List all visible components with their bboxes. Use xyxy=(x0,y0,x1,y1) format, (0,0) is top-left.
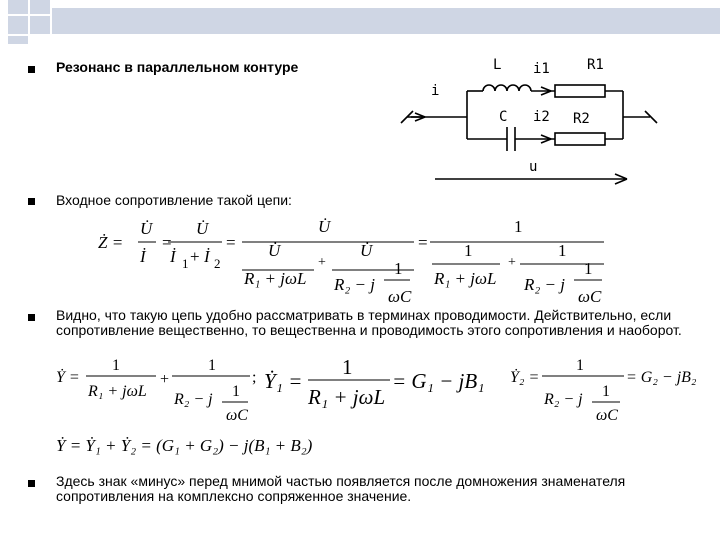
svg-text:R₂ − j: R₂ − j xyxy=(544,391,583,408)
bullet-text-2: Входное сопротивление такой цепи: xyxy=(56,192,292,208)
svg-text:Ẏ₂ =: Ẏ₂ = xyxy=(510,369,540,386)
svg-text:= G₂ − jB₂: = G₂ − jB₂ xyxy=(626,369,697,386)
svg-text:1: 1 xyxy=(182,256,189,271)
label-R1: R1 xyxy=(587,57,604,73)
svg-text:+: + xyxy=(318,255,326,270)
svg-text:+: + xyxy=(160,371,170,388)
svg-text:=: = xyxy=(418,233,428,252)
svg-text:1: 1 xyxy=(584,259,593,278)
svg-text:1: 1 xyxy=(394,259,403,278)
total-admittance-equation: Ẏ = Ẏ₁ + Ẏ₂ = (G₁ + G₂) − j(B₁ + B₂) xyxy=(56,436,313,455)
svg-text:2: 2 xyxy=(214,256,221,271)
svg-text:Ẏ =: Ẏ = xyxy=(56,369,80,386)
square-bullet-icon xyxy=(28,198,35,205)
label-L: L xyxy=(493,57,502,73)
svg-text:R₁ + jωL: R₁ + jωL xyxy=(434,269,497,288)
bullet-text-1: Резонанс в параллельном контуре xyxy=(56,59,299,75)
svg-text:Ż =: Ż = xyxy=(98,233,124,252)
svg-text:1: 1 xyxy=(112,357,120,374)
svg-text:1: 1 xyxy=(558,241,567,260)
decor-square-2 xyxy=(30,0,50,14)
decor-square-3 xyxy=(8,16,28,34)
svg-text:1: 1 xyxy=(514,217,523,236)
label-C: C xyxy=(499,109,508,125)
svg-text:İ: İ xyxy=(204,247,210,266)
parallel-circuit-diagram xyxy=(395,55,675,195)
svg-text:1: 1 xyxy=(576,357,584,374)
svg-text:R₂ − j: R₂ − j xyxy=(174,391,213,408)
square-bullet-icon xyxy=(28,480,35,487)
svg-text:R₁ + jωL: R₁ + jωL xyxy=(244,269,307,288)
svg-text:İ: İ xyxy=(140,247,146,266)
svg-text:ωC: ωC xyxy=(388,287,412,304)
svg-text:R₁ + jωL: R₁ + jωL xyxy=(88,383,147,400)
svg-text:U̇: U̇ xyxy=(268,241,281,260)
svg-text:1: 1 xyxy=(602,383,610,400)
decor-square-1 xyxy=(8,0,28,14)
svg-text:= G₁ − jB₁: = G₁ − jB₁ xyxy=(392,369,485,393)
label-u: u xyxy=(529,159,538,175)
bullet-text-4: Здесь знак «минус» перед мнимой частью появляется после домножения знаменателя сопротивления на комплексно сопряженное значение. xyxy=(56,473,626,504)
svg-text:U̇: U̇ xyxy=(318,217,331,236)
svg-text:+: + xyxy=(190,247,200,266)
svg-text:ωC: ωC xyxy=(226,407,248,424)
decor-square-5 xyxy=(8,36,28,44)
svg-text:ωC: ωC xyxy=(596,407,618,424)
svg-text:1: 1 xyxy=(464,241,473,260)
svg-text:ωC: ωC xyxy=(578,287,602,304)
bullet-text-3: Видно, что такую цепь удобно рассматривать в терминах проводимости. Действительно, если сопротивление вещественно, то вещественна и проводимость этого сопротивления и наоборот. xyxy=(56,307,682,338)
svg-text:=: = xyxy=(162,233,172,252)
svg-text:1: 1 xyxy=(208,357,216,374)
label-i2: i2 xyxy=(533,109,550,125)
svg-text:R₁ + jωL: R₁ + jωL xyxy=(308,385,386,409)
admittance-equations xyxy=(56,356,716,426)
decor-square-4 xyxy=(30,16,50,34)
svg-text:1: 1 xyxy=(342,356,353,379)
label-R2: R2 xyxy=(573,111,590,127)
svg-text:U̇: U̇ xyxy=(140,219,153,238)
square-bullet-icon xyxy=(28,66,35,73)
svg-text:1: 1 xyxy=(232,383,240,400)
label-i: i xyxy=(431,83,440,99)
svg-text:U̇: U̇ xyxy=(196,219,209,238)
impedance-equation xyxy=(96,214,636,304)
square-bullet-icon xyxy=(28,314,35,321)
label-i1: i1 xyxy=(533,61,550,77)
decor-bar xyxy=(52,8,720,34)
svg-text:R₂ − j: R₂ − j xyxy=(524,275,565,294)
svg-text:Ẏ₁ =: Ẏ₁ = xyxy=(264,369,303,393)
svg-text:+: + xyxy=(508,255,516,270)
svg-text:İ: İ xyxy=(170,247,176,266)
svg-text:U̇: U̇ xyxy=(360,241,373,260)
svg-text:;: ; xyxy=(252,369,257,386)
svg-text:=: = xyxy=(226,233,236,252)
svg-text:R₂ − j: R₂ − j xyxy=(334,275,375,294)
